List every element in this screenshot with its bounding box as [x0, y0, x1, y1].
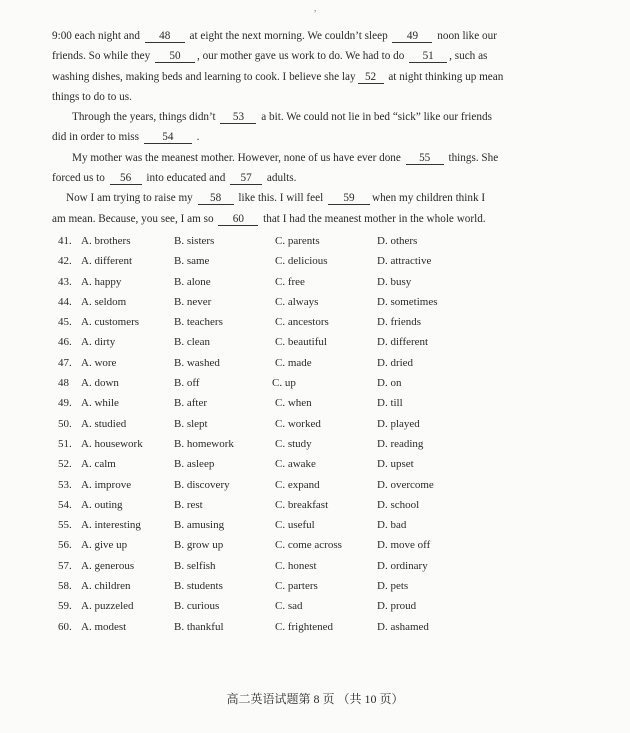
option-b: B. slept [174, 417, 208, 430]
option-c: C. up [272, 377, 296, 390]
option-c: C. when [275, 397, 312, 410]
option-c: C. beautiful [275, 336, 327, 349]
option-b: B. amusing [174, 519, 225, 532]
option-a: A. give up [81, 539, 128, 552]
passage-text: friends. So while they [52, 50, 151, 63]
option-a: A. down [81, 377, 119, 390]
passage-text: noon like our [437, 30, 497, 42]
option-a: A. modest [81, 620, 127, 633]
question-number: 58. [58, 580, 72, 593]
question-number: 50. [58, 417, 72, 430]
blank-50: 50 [155, 50, 195, 63]
option-a: A. customers [81, 316, 140, 329]
option-d: D. school [377, 498, 420, 511]
option-b: B. sisters [174, 235, 215, 247]
option-c: C. breakfast [275, 498, 329, 511]
option-b: B. never [174, 295, 212, 308]
option-d: D. busy [377, 275, 412, 288]
passage-text: am mean. Because, you see, I am so [52, 212, 214, 225]
question-number: 49. [58, 397, 72, 410]
option-c: C. honest [275, 559, 317, 572]
option-c: C. parents [275, 235, 320, 247]
option-d: D. move off [377, 539, 431, 552]
passage-text: forced us to [52, 172, 105, 185]
option-a: A. happy [81, 275, 122, 288]
passage-text: things to do to us. [52, 90, 132, 103]
passage-text: like this. I will feel [238, 192, 324, 205]
passage-line [52, 127, 514, 147]
passage-line [52, 209, 514, 229]
option-d: D. attractive [377, 255, 432, 268]
passage-line [52, 148, 514, 168]
option-a: A. brothers [81, 235, 131, 247]
option-c: C. made [275, 356, 312, 369]
question-number: 44. [58, 295, 72, 308]
passage-text: when my children think I [372, 192, 486, 205]
passage-line [52, 87, 514, 107]
option-b: B. grow up [174, 539, 224, 552]
option-a: A. calm [81, 458, 116, 471]
question-number: 59. [58, 600, 72, 613]
option-b: B. curious [174, 600, 220, 613]
question-number: 53. [58, 478, 72, 491]
passage-text: . [196, 131, 200, 144]
question-number: 46. [58, 336, 72, 349]
question-number: 55. [58, 519, 72, 532]
option-a: A. children [81, 580, 131, 593]
option-b: B. same [174, 255, 210, 268]
blank-51: 51 [409, 50, 447, 63]
option-a: A. generous [81, 559, 135, 572]
option-d: D. sometimes [377, 295, 438, 308]
option-d: D. played [377, 417, 420, 430]
option-c: C. worked [275, 417, 321, 430]
option-d: D. on [377, 377, 402, 390]
option-c: C. awake [275, 458, 316, 471]
option-b: B. clean [174, 336, 211, 349]
option-a: A. interesting [81, 519, 141, 532]
option-b: B. students [174, 580, 223, 593]
option-d: D. upset [377, 458, 414, 471]
option-a: A. improve [81, 478, 132, 491]
option-d: D. ashamed [377, 620, 429, 633]
question-number: 41. [58, 235, 72, 247]
passage-line [52, 168, 514, 188]
cloze-passage [52, 26, 514, 229]
passage-text: at night thinking up mean [388, 70, 504, 83]
option-b: B. thankful [174, 620, 224, 633]
option-b: B. off [174, 377, 200, 390]
passage-text: , such as [449, 50, 488, 63]
option-a: A. seldom [81, 295, 127, 308]
option-b: B. discovery [174, 478, 230, 491]
passage-text: My mother was the meanest mother. However, none of us have ever done [72, 151, 401, 164]
option-c: C. ancestors [275, 316, 329, 329]
passage-text: adults. [266, 172, 297, 185]
blank-57: 57 [230, 172, 262, 185]
option-d: D. overcome [377, 478, 434, 491]
passage-text: Now I am trying to raise my [66, 192, 193, 205]
option-d: D. proud [377, 600, 417, 613]
blank-48: 48 [145, 30, 185, 43]
option-b: B. asleep [174, 458, 215, 471]
option-d: D. ordinary [377, 559, 428, 572]
option-c: C. sad [275, 600, 303, 613]
passage-line [52, 188, 514, 208]
passage-text: at eight the next morning. We couldn’t sleep [189, 30, 388, 42]
passage-text: things. She [448, 151, 499, 164]
option-d: D. others [377, 235, 418, 247]
blank-52: 52 [358, 71, 384, 84]
option-d: D. pets [377, 580, 409, 593]
blank-60: 60 [218, 213, 258, 226]
question-number: 56. [58, 539, 72, 552]
question-number: 51. [58, 437, 72, 450]
option-b: B. selfish [174, 559, 216, 572]
option-b: B. teachers [174, 316, 223, 329]
question-number: 43. [58, 275, 72, 288]
question-number: 54. [58, 498, 72, 511]
option-a: A. different [81, 255, 133, 268]
option-c: C. come across [275, 539, 342, 552]
option-d: D. bad [377, 519, 407, 532]
passage-text: washing dishes, making beds and learning to cook. I believe she lay [52, 70, 356, 83]
option-c: C. always [275, 295, 319, 308]
blank-54: 54 [144, 131, 192, 144]
blank-49: 49 [392, 30, 432, 43]
option-d: D. reading [377, 437, 424, 450]
question-number: 57. [58, 559, 72, 572]
option-b: B. alone [174, 275, 211, 288]
passage-line [52, 107, 514, 127]
option-c: C. parters [275, 580, 318, 593]
passage-text: Through the years, things didn’t [72, 111, 216, 124]
passage-text: , our mother gave us work to do. We had to do [196, 50, 405, 63]
option-d: D. friends [377, 316, 421, 329]
option-b: B. rest [174, 498, 203, 511]
blank-53: 53 [220, 111, 256, 124]
blank-59: 59 [328, 192, 370, 205]
passage-line [52, 46, 514, 66]
option-a: A. while [81, 397, 119, 410]
option-a: A. puzzeled [81, 600, 134, 613]
option-a: A. dirty [81, 336, 116, 349]
question-number: 42. [58, 255, 72, 268]
question-number: 47. [58, 356, 72, 369]
passage-text: did in order to miss [52, 131, 140, 144]
option-a: A. wore [81, 356, 117, 369]
question-number: 45. [58, 316, 72, 329]
option-c: C. frightened [275, 620, 334, 633]
page-footer: 高二英语试题第 8 页 （共 10 页） [226, 692, 404, 706]
passage-line [52, 26, 514, 46]
option-b: B. washed [174, 356, 220, 369]
blank-56: 56 [110, 172, 142, 185]
passage-text: a bit. We could not lie in bed “sick” like our friends [261, 111, 492, 124]
option-d: D. till [377, 397, 403, 410]
option-a: A. outing [81, 498, 123, 511]
option-d: D. dried [377, 356, 414, 369]
blank-58: 58 [198, 192, 234, 205]
option-b: B. after [174, 397, 207, 410]
passage-text: into educated and [146, 172, 226, 185]
page-mark: , [314, 3, 317, 13]
option-c: C. free [275, 275, 305, 288]
blank-55: 55 [406, 152, 444, 165]
question-number: 60. [58, 620, 72, 633]
option-a: A. housework [81, 437, 143, 450]
option-a: A. studied [81, 417, 127, 430]
question-number: 52. [58, 458, 72, 471]
passage-text: that I had the meanest mother in the whole world. [263, 212, 486, 225]
option-b: B. homework [174, 437, 234, 450]
option-d: D. different [377, 336, 429, 349]
option-c: C. study [275, 437, 312, 450]
question-number: 48 [58, 377, 69, 390]
passage-text: 9:00 each night and [52, 30, 140, 42]
option-c: C. useful [275, 519, 315, 532]
passage-line [52, 67, 514, 87]
option-c: C. expand [275, 478, 320, 491]
option-c: C. delicious [275, 255, 328, 268]
